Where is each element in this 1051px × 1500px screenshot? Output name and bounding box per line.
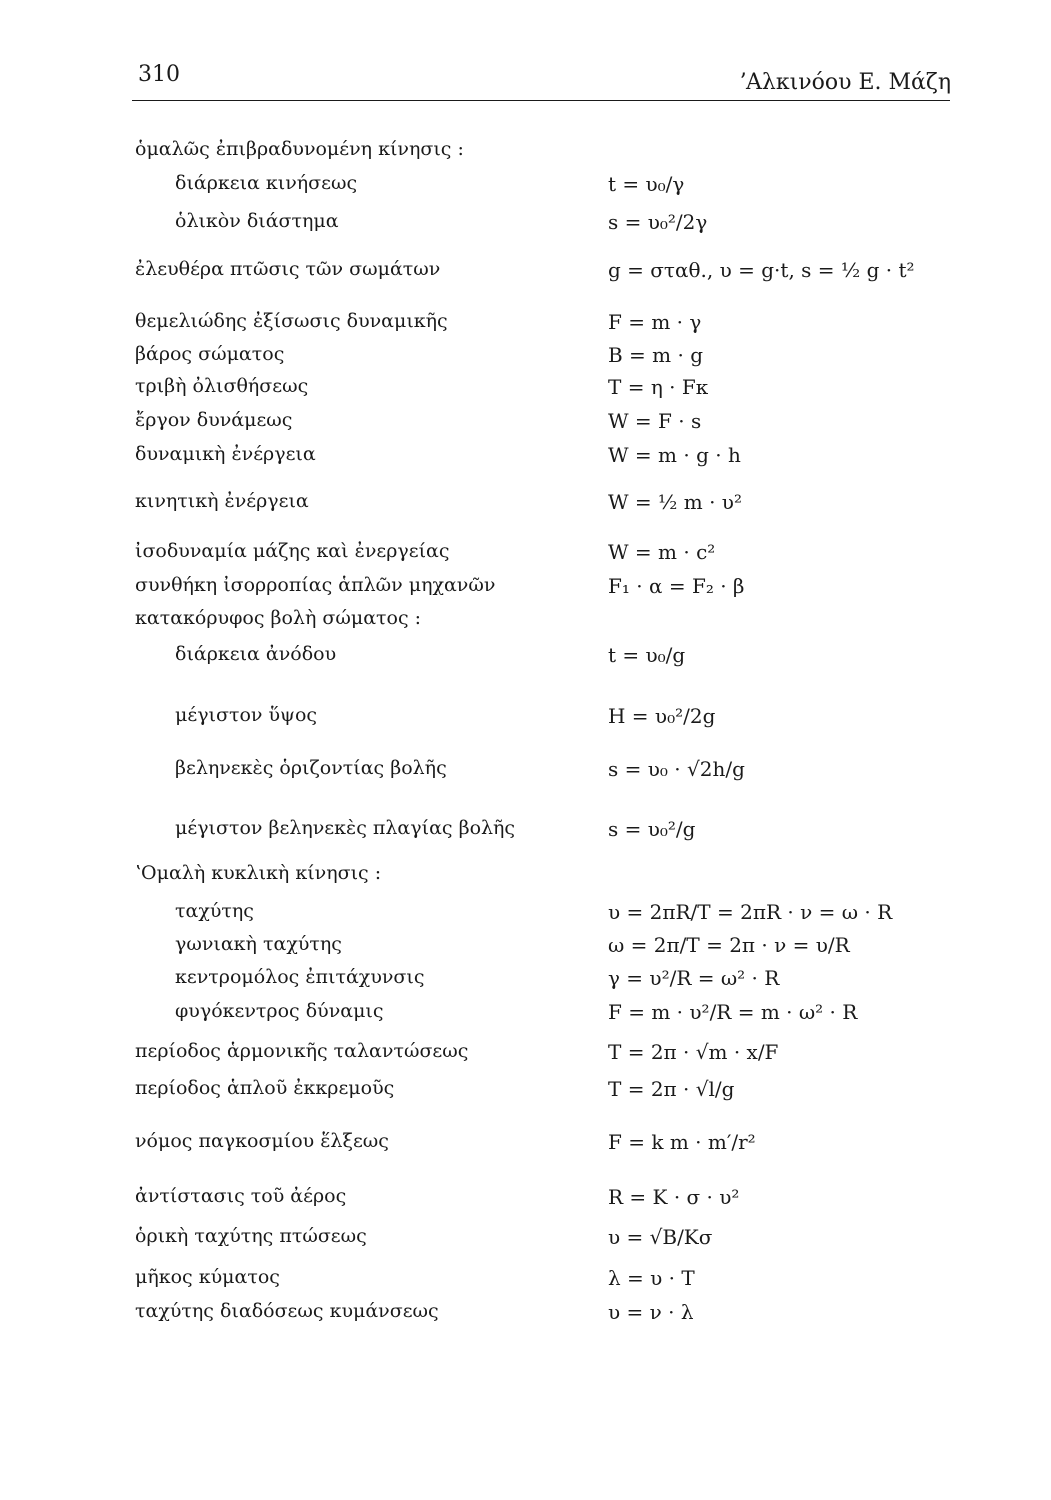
row-label: μέγιστον ὕψος — [175, 704, 318, 726]
row-label: μέγιστον βεληνεκὲς πλαγίας βολῆς — [175, 817, 516, 839]
row-formula: υ = √B/Kσ — [608, 1225, 713, 1249]
row-label: ταχύτης — [175, 900, 254, 922]
running-head: ʼΑλκινόου Ε. Μάζη — [739, 70, 951, 95]
row-formula: υ = ν · λ — [608, 1300, 694, 1324]
row-formula: s = υ₀²/g — [608, 817, 696, 841]
row-label: φυγόκεντρος δύναμις — [175, 1000, 384, 1022]
row-label: συνθήκη ἰσορροπίας ἁπλῶν μηχανῶν — [135, 574, 496, 596]
section-heading-decelerated-motion — [0, 138, 1051, 172]
section-heading-circular-motion — [0, 862, 1051, 896]
row-label: μῆκος κύματος — [135, 1266, 280, 1288]
row-formula: F = m · υ²/R = m · ω² · R — [608, 1000, 858, 1024]
list-item — [0, 443, 1051, 477]
row-label: ὁλικὸν διάστημα — [175, 210, 339, 232]
row-label: θεμελιώδης ἐξίσωσις δυναμικῆς — [135, 310, 448, 332]
row-formula: s = υ₀²/2γ — [608, 210, 708, 234]
row-formula: T = 2π · √m · x/F — [608, 1040, 779, 1064]
list-item — [0, 409, 1051, 443]
row-label: διάρκεια ἀνόδου — [175, 643, 337, 665]
row-label: ἀντίστασις τοῦ ἀέρος — [135, 1185, 347, 1207]
list-item — [0, 643, 1051, 677]
list-item — [0, 172, 1051, 206]
page-number: 310 — [138, 62, 180, 87]
list-item — [0, 1040, 1051, 1074]
row-label: νόμος παγκοσμίου ἕλξεως — [135, 1130, 389, 1152]
row-label: ταχύτης διαδόσεως κυμάνσεως — [135, 1300, 439, 1322]
row-formula: H = υ₀²/2g — [608, 704, 716, 728]
list-item — [0, 933, 1051, 967]
row-formula: λ = υ · T — [608, 1266, 695, 1290]
list-item — [0, 490, 1051, 524]
row-formula: W = m · g · h — [608, 443, 741, 467]
row-formula: s = υ₀ · √2h/g — [608, 757, 745, 781]
list-item — [0, 1225, 1051, 1259]
row-formula: υ = 2πR/T = 2πR · ν = ω · R — [608, 900, 893, 924]
row-label: κατακόρυφος βολὴ σώματος : — [135, 607, 422, 629]
row-label: περίοδος ἁρμονικῆς ταλαντώσεως — [135, 1040, 469, 1062]
row-label: βεληνεκὲς ὁριζοντίας βολῆς — [175, 757, 447, 779]
list-item — [0, 310, 1051, 344]
row-label: τριβὴ ὀλισθήσεως — [135, 375, 309, 397]
list-item — [0, 1300, 1051, 1334]
list-item — [0, 704, 1051, 738]
row-label: περίοδος ἁπλοῦ ἐκκρεμοῦς — [135, 1077, 395, 1099]
row-formula: F = k m · m′/r² — [608, 1130, 756, 1154]
row-label: κεντρομόλος ἐπιτάχυνσις — [175, 966, 425, 988]
row-label: βάρος σώματος — [135, 343, 285, 365]
row-label: ὁρικὴ ταχύτης πτώσεως — [135, 1225, 367, 1247]
row-label: ἐλευθέρα πτῶσις τῶν σωμάτων — [135, 258, 441, 280]
list-item — [0, 1077, 1051, 1111]
row-label: ἰσοδυναμία μάζης καὶ ἐνεργείας — [135, 540, 450, 562]
row-label: ʽΟμαλὴ κυκλικὴ κίνησις : — [135, 862, 382, 884]
row-formula: ω = 2π/T = 2π · ν = υ/R — [608, 933, 850, 957]
list-item — [0, 574, 1051, 608]
list-item — [0, 210, 1051, 244]
list-item — [0, 900, 1051, 934]
list-item — [0, 258, 1051, 292]
list-item — [0, 966, 1051, 1000]
list-item — [0, 540, 1051, 574]
row-label: ὁμαλῶς ἐπιβραδυνομένη κίνησις : — [135, 138, 464, 160]
list-item — [0, 1000, 1051, 1034]
row-label: διάρκεια κινήσεως — [175, 172, 358, 194]
row-formula: g = σταθ., υ = g·t, s = ½ g · t² — [608, 258, 915, 282]
row-label: ἔργον δυνάμεως — [135, 409, 293, 431]
header-rule — [132, 100, 950, 101]
row-formula: T = 2π · √l/g — [608, 1077, 735, 1101]
row-formula: F₁ · α = F₂ · β — [608, 574, 745, 598]
row-formula: W = ½ m · υ² — [608, 490, 742, 514]
list-item — [0, 1185, 1051, 1219]
row-label: δυναμικὴ ἐνέργεια — [135, 443, 316, 465]
row-formula: t = υ₀/γ — [608, 172, 685, 196]
row-formula: W = F · s — [608, 409, 702, 433]
list-item — [0, 1266, 1051, 1300]
list-item — [0, 817, 1051, 851]
section-heading-vertical-throw — [0, 607, 1051, 641]
list-item — [0, 343, 1051, 377]
row-formula: W = m · c² — [608, 540, 716, 564]
list-item — [0, 375, 1051, 409]
row-formula: R = K · σ · υ² — [608, 1185, 740, 1209]
row-formula: t = υ₀/g — [608, 643, 686, 667]
row-formula: γ = υ²/R = ω² · R — [608, 966, 780, 990]
row-formula: F = m · γ — [608, 310, 702, 334]
list-item — [0, 1130, 1051, 1164]
list-item — [0, 757, 1051, 791]
row-label: γωνιακὴ ταχύτης — [175, 933, 342, 955]
row-label: κινητικὴ ἐνέργεια — [135, 490, 309, 512]
row-formula: B = m · g — [608, 343, 704, 367]
row-formula: T = η · Fκ — [608, 375, 709, 399]
